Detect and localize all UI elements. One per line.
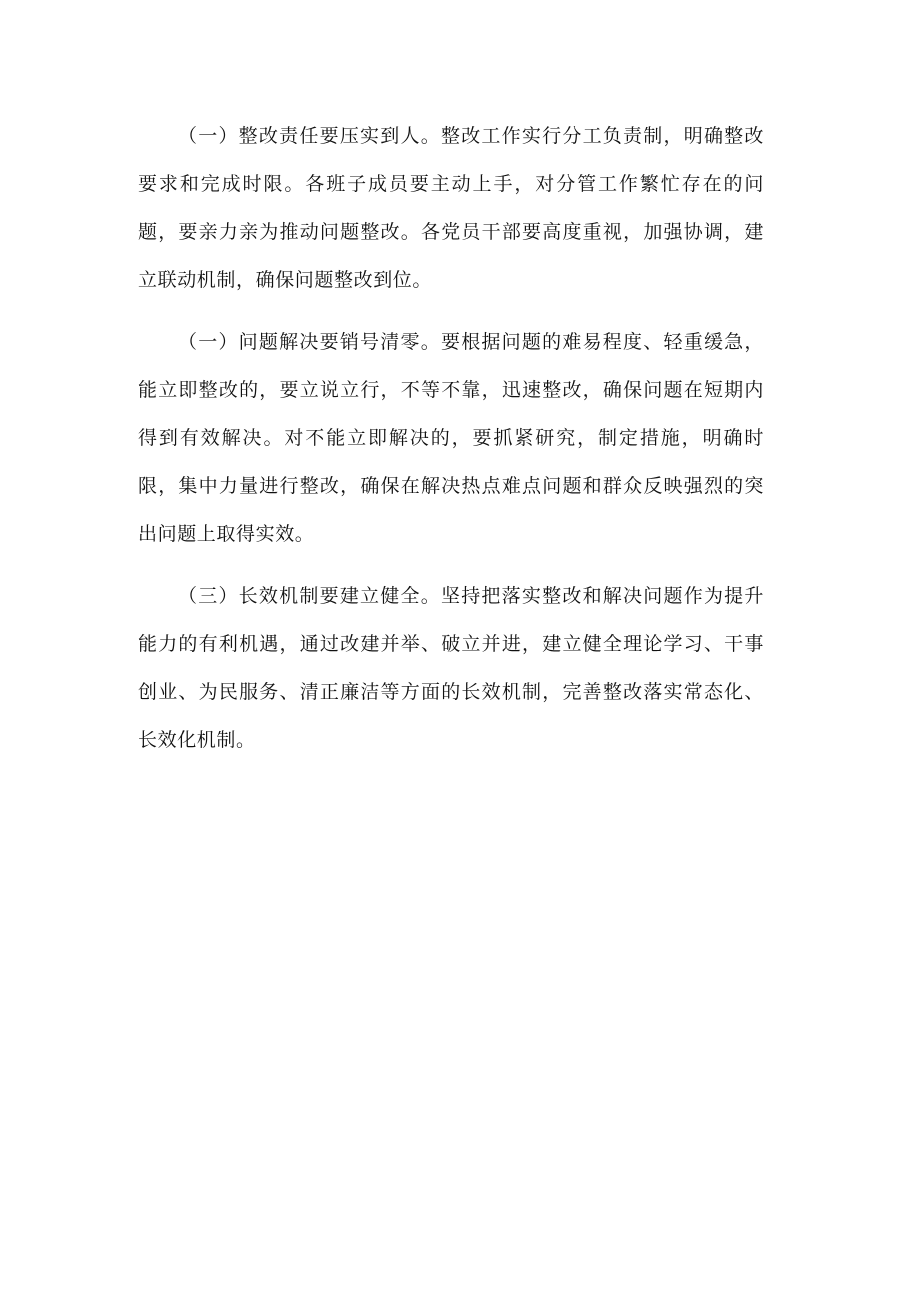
paragraph-problem-resolution: （一）问题解决要销号清零。要根据问题的难易程度、轻重缓急，能立即整改的，要立说立行，不等不靠，迅速整改，确保问题在短期内得到有效解决。对不能立即解决的，要抓紧研究，制定措施，明确时限，集中力量进行整改，确保在解决热点难点问题和群众反映强烈的突出问题上取得实效。 xyxy=(138,331,764,545)
paragraph-responsibility: （一）整改责任要压实到人。整改工作实行分工负责制，明确整改要求和完成时限。各班子成员要主动上手，对分管工作繁忙存在的问题，要亲力亲为推动问题整改。各党员干部要高度重视，加强协调，建立联动机制，确保问题整改到位。 xyxy=(138,125,764,291)
document-page xyxy=(138,112,764,778)
paragraph-long-term-mechanism: （三）长效机制要建立健全。坚持把落实整改和解决问题作为提升能力的有利机遇，通过改建并举、破立并进，建立健全理论学习、干事创业、为民服务、清正廉洁等方面的长效机制，完善整改落实常态化、长效化机制。 xyxy=(138,585,764,751)
